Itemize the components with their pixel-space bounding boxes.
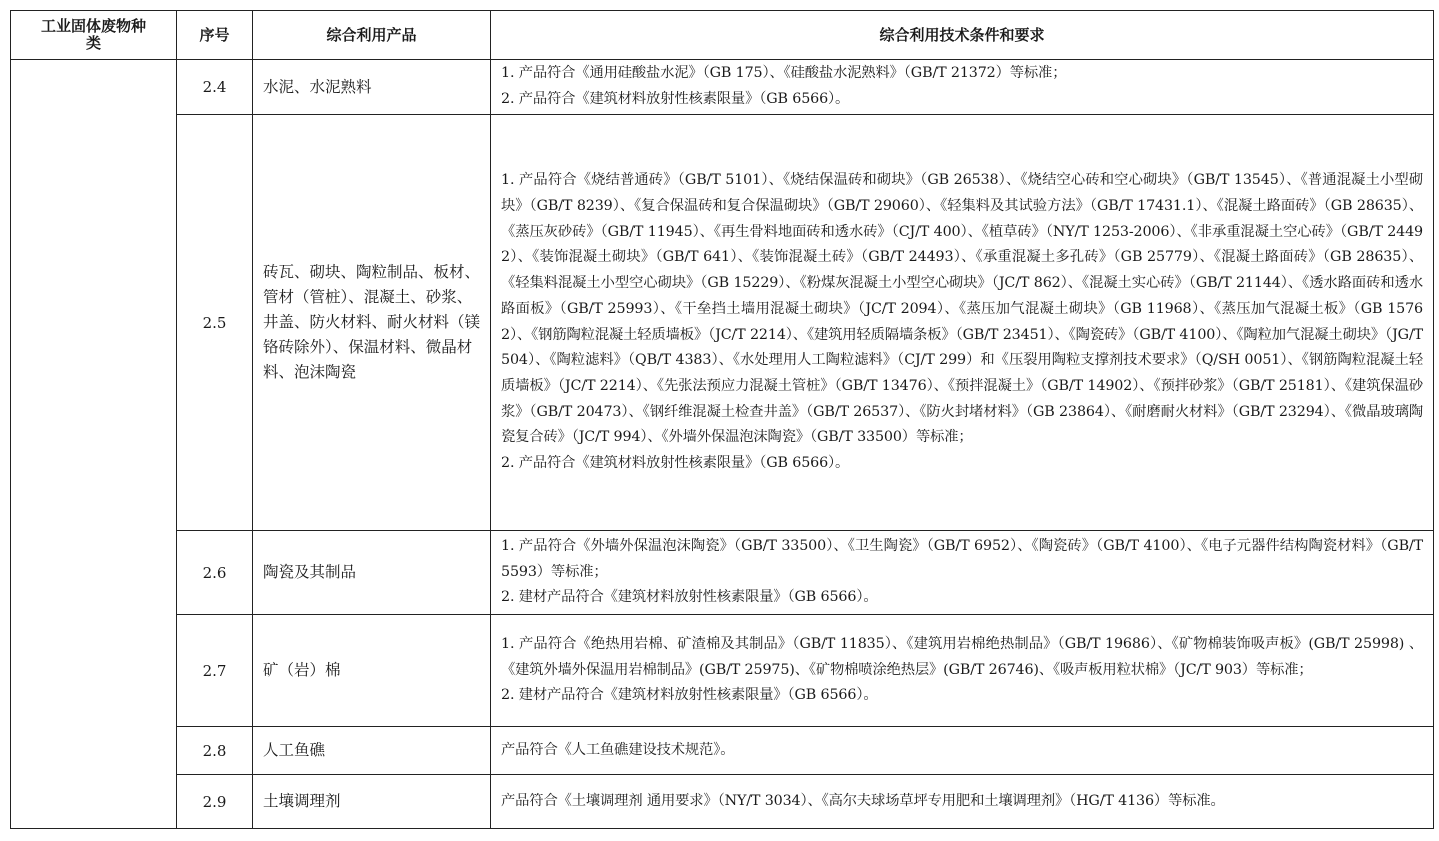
waste-type-cell — [11, 60, 177, 829]
table-row — [11, 115, 1434, 531]
requirement-line: 2. 产品符合《建筑材料放射性核素限量》（GB 6566）。 — [501, 455, 850, 472]
requirement-line: 1. 产品符合《外墙外保温泡沫陶瓷》（GB/T 33500）、《卫生陶瓷》（GB/T 6952）、《陶瓷砖》（GB/T 4100）、《电子元器件结构陶瓷材料》（GB/T 5593）等标准； — [501, 537, 1423, 580]
table-row — [11, 775, 1434, 829]
header-waste-type: 工业固体废物种类 — [11, 11, 177, 60]
requirements-cell — [491, 727, 1434, 775]
seq-cell: 2.6 — [177, 531, 253, 615]
requirement-line: 1. 产品符合《通用硅酸盐水泥》（GB 175）、《硅酸盐水泥熟料》（GB/T 21372）等标准； — [501, 65, 1067, 82]
requirements-cell — [491, 531, 1434, 615]
requirement-line: 2. 产品符合《建筑材料放射性核素限量》（GB 6566）。 — [501, 91, 850, 107]
header-requirements: 综合利用技术条件和要求 — [491, 11, 1434, 60]
requirements-cell — [491, 615, 1434, 727]
table-row — [11, 531, 1434, 615]
table-row — [11, 60, 1434, 115]
requirements-cell — [491, 60, 1434, 115]
requirements-cell — [491, 775, 1434, 829]
requirement-line: 1. 产品符合《烧结普通砖》（GB/T 5101）、《烧结保温砖和砌块》（GB 26538）、《烧结空心砖和空心砌块》（GB/T 13545）、《普通混凝土小型砌块》（GB/T 8239）、《复合保温砖和复合保温砌块》（GB/T 29060）、《轻集料及其试验方法》（GB/T 17431.1）、《混凝土路面砖》（GB 28635）、《蒸压灰砂砖》（GB/T 11945）、《再生骨料地面砖和透水砖》（CJ/T 400）、《植草砖》（NY/T 1253-2006）、《非承重混凝土空心砖》（GB/T 24492）、《装饰混凝土砌块》（GB/T 641）、《装饰混凝土砖》（GB/T 24493）、《承重混凝土多孔砖》（GB 25779）、《混凝土路面砖》（GB 28635）、《轻集料混凝土小型空心砌块》（GB 15229）、《粉煤灰混凝土小型空心砌块》（JC/T 862）、《混凝土实心砖》（GB/T 21144）、《透水路面砖和透水路面板》（GB/T 25993）、《干垒挡土墙用混凝土砌块》（JC/T 2094）、《蒸压加气混凝土砌块》（GB 11968）、《蒸压加气混凝土板》（GB 15762）、《钢筋陶粒混凝土轻质墙板》（JC/T 2214）、《建筑用轻质隔墙条板》（GB/T 23451）、《陶瓷砖》（GB/T 4100）、《陶粒加气混凝土砌块》（JG/T 504）、《陶粒滤料》（QB/T 4383）、《水处理用人工陶粒滤料》（CJ/T 299）和《压裂用陶粒支撑剂技术要求》（Q/SH 0051）、《钢筋陶粒混凝土轻质墙板》（JC/T 2214）、《先张法预应力混凝土管桩》（GB/T 13476）、《预拌混凝土》（GB/T 14902）、《预拌砂浆》（GB/T 25181）、《建筑保温砂浆》（GB/T 20473）、《钢纤维混凝土检查井盖》（GB/T 26537）、《防火封堵材料》（GB 23864）、《耐磨耐火材料》（GB/T 23294）、《微晶玻璃陶瓷复合砖》（JC/T 994）、《外墙外保温泡沫陶瓷》（GB/T 33500）等标准； — [501, 172, 1423, 446]
requirement-line: 2. 建材产品符合《建筑材料放射性核素限量》（GB 6566）。 — [501, 589, 878, 606]
requirement-line: 1. 产品符合《绝热用岩棉、矿渣棉及其制品》（GB/T 11835）、《建筑用岩棉绝热制品》（GB/T 19686）、《矿物棉装饰吸声板》(GB/T 25998) 、《建筑外墙外保温用岩棉制品》(GB/T 25975)、《矿物棉喷涂绝热层》(GB/T 26746)、《吸声板用粒状棉》（JC/T 903）等标准； — [501, 635, 1423, 678]
seq-cell: 2.8 — [177, 727, 253, 775]
seq-cell: 2.9 — [177, 775, 253, 829]
product-cell: 水泥、水泥熟料 — [253, 60, 491, 115]
product-cell: 人工鱼礁 — [253, 727, 491, 775]
product-cell: 矿（岩）棉 — [253, 615, 491, 727]
table-row — [11, 727, 1434, 775]
seq-cell: 2.4 — [177, 60, 253, 115]
header-seq: 序号 — [177, 11, 253, 60]
requirement-line: 2. 建材产品符合《建筑材料放射性核素限量》（GB 6566）。 — [501, 687, 878, 704]
standards-table — [10, 10, 1434, 829]
requirement-line: 产品符合《人工鱼礁建设技术规范》。 — [501, 741, 735, 758]
seq-cell: 2.7 — [177, 615, 253, 727]
table-row — [11, 615, 1434, 727]
table-header-row — [11, 11, 1434, 60]
product-cell: 砖瓦、砌块、陶粒制品、板材、管材（管桩）、混凝土、砂浆、井盖、防火材料、耐火材料（镁铬砖除外）、保温材料、微晶材料、泡沫陶瓷 — [253, 115, 491, 531]
seq-cell: 2.5 — [177, 115, 253, 531]
requirement-line: 产品符合《土壤调理剂 通用要求》（NY/T 3034）、《高尔夫球场草坪专用肥和土壤调理剂》（HG/T 4136）等标准。 — [501, 792, 1225, 809]
header-product: 综合利用产品 — [253, 11, 491, 60]
product-cell: 陶瓷及其制品 — [253, 531, 491, 615]
requirements-cell — [491, 115, 1434, 531]
product-cell: 土壤调理剂 — [253, 775, 491, 829]
